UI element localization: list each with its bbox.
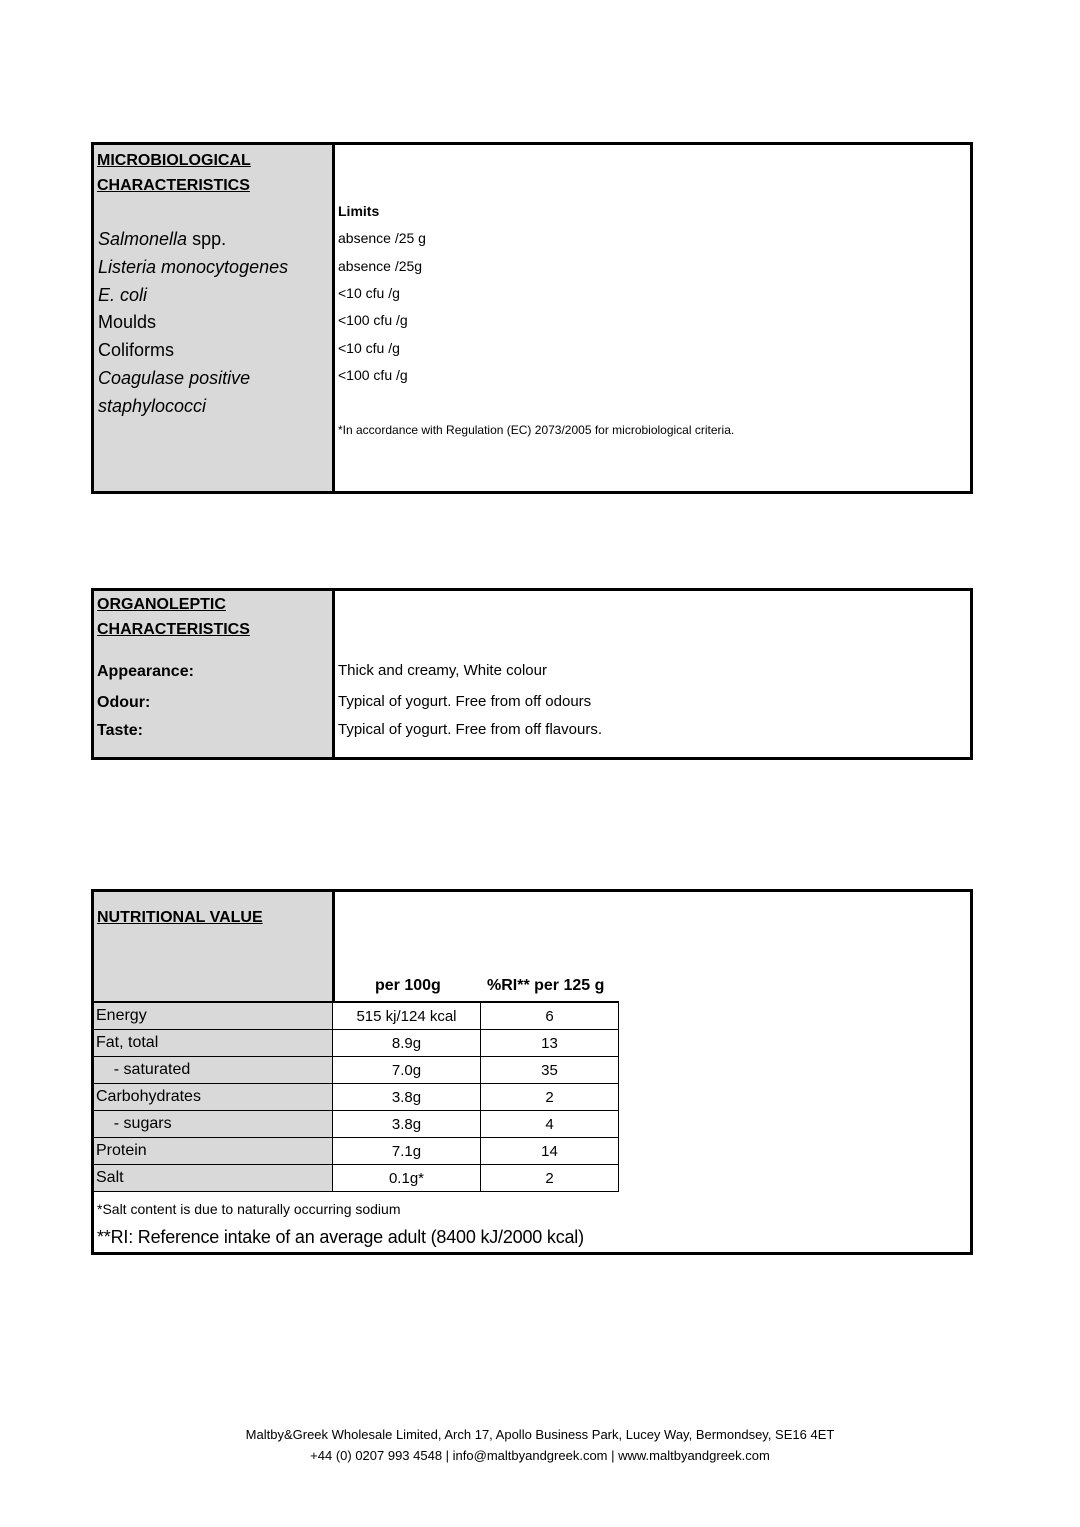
ri-fat: 13 [481,1030,619,1057]
organo-value-appearance: Thick and creamy, White colour [338,662,547,679]
micro-limit-salmonella: absence /25 g [338,230,426,246]
organo-label-odour: Odour: [97,694,151,711]
per100-sugars: 3.8g [333,1111,481,1138]
table-row [94,1002,619,1030]
micro-item-coagulase: Coagulase positive [98,368,251,388]
row-label-salt: Salt [94,1165,333,1192]
per100-energy: 515 kj/124 kcal [333,1002,481,1030]
organo-label-taste: Taste: [97,722,143,739]
nutrition-table [94,1001,619,1192]
micro-limit-coliforms: <10 cfu /g [338,340,400,356]
micro-limit-moulds: <100 cfu /g [338,312,408,328]
organoleptic-section [91,588,973,760]
row-label-energy: Energy [94,1002,333,1030]
row-label-carbohydrates: Carbohydrates [94,1084,333,1111]
ri-saturated: 35 [481,1057,619,1084]
ri-sugars: 4 [481,1111,619,1138]
nutri-col-per100: per 100g [375,977,441,994]
micro-item-moulds: Moulds [98,312,157,332]
organo-header-line2: CHARACTERISTICS [97,621,250,638]
row-label-protein: Protein [94,1138,333,1165]
per100-carbohydrates: 3.8g [333,1084,481,1111]
nutritional-section [91,889,973,1255]
row-label-sugars: - sugars [94,1111,333,1138]
ri-carbohydrates: 2 [481,1084,619,1111]
per100-saturated: 7.0g [333,1057,481,1084]
ri-protein: 14 [481,1138,619,1165]
organo-value-odour: Typical of yogurt. Free from off odours [338,693,592,710]
micro-limit-ecoli: <10 cfu /g [338,285,400,301]
organo-value-taste: Typical of yogurt. Free from off flavours. [338,721,602,738]
micro-regulation-note: *In accordance with Regulation (EC) 2073/2005 for microbiological criteria. [338,423,735,437]
per100-salt: 0.1g* [333,1165,481,1192]
nutri-header: NUTRITIONAL VALUE [97,909,263,926]
micro-item-staphylococci: staphylococci [98,396,207,416]
micro-limit-coagulase: <100 cfu /g [338,367,408,383]
table-row [94,1165,619,1192]
ri-salt: 2 [481,1165,619,1192]
row-label-fat: Fat, total [94,1030,333,1057]
organo-label-appearance: Appearance: [97,663,194,680]
micro-item-listeria: Listeria monocytogenes [98,257,289,277]
table-row [94,1030,619,1057]
footer-address: Maltby&Greek Wholesale Limited, Arch 17, Apollo Business Park, Lucey Way, Bermondsey, SE16 4ET [245,1427,835,1442]
organo-header-line1: ORGANOLEPTIC [97,596,226,613]
per100-protein: 7.1g [333,1138,481,1165]
micro-header-line1: MICROBIOLOGICAL [97,152,251,169]
micro-item-salmonella: Salmonella spp. [98,229,227,249]
micro-header-line2: CHARACTERISTICS [97,177,250,194]
nutri-col-ri: %RI** per 125 g [487,977,605,994]
limits-label: Limits [338,203,380,219]
row-label-saturated: - saturated [94,1057,333,1084]
table-row [94,1084,619,1111]
micro-item-coliforms: Coliforms [98,340,175,360]
table-row [94,1138,619,1165]
ri-note: **RI: Reference intake of an average adult (8400 kJ/2000 kcal) [97,1227,584,1247]
microbiological-section [91,142,973,494]
salt-note: *Salt content is due to naturally occurring sodium [97,1201,401,1217]
table-row [94,1057,619,1084]
ri-energy: 6 [481,1002,619,1030]
micro-item-ecoli: E. coli [98,285,148,305]
footer-contact: +44 (0) 0207 993 4548 | info@maltbyandgreek.com | www.maltbyandgreek.com [310,1448,770,1463]
table-row [94,1111,619,1138]
per100-fat: 8.9g [333,1030,481,1057]
micro-limit-listeria: absence /25g [338,258,423,274]
